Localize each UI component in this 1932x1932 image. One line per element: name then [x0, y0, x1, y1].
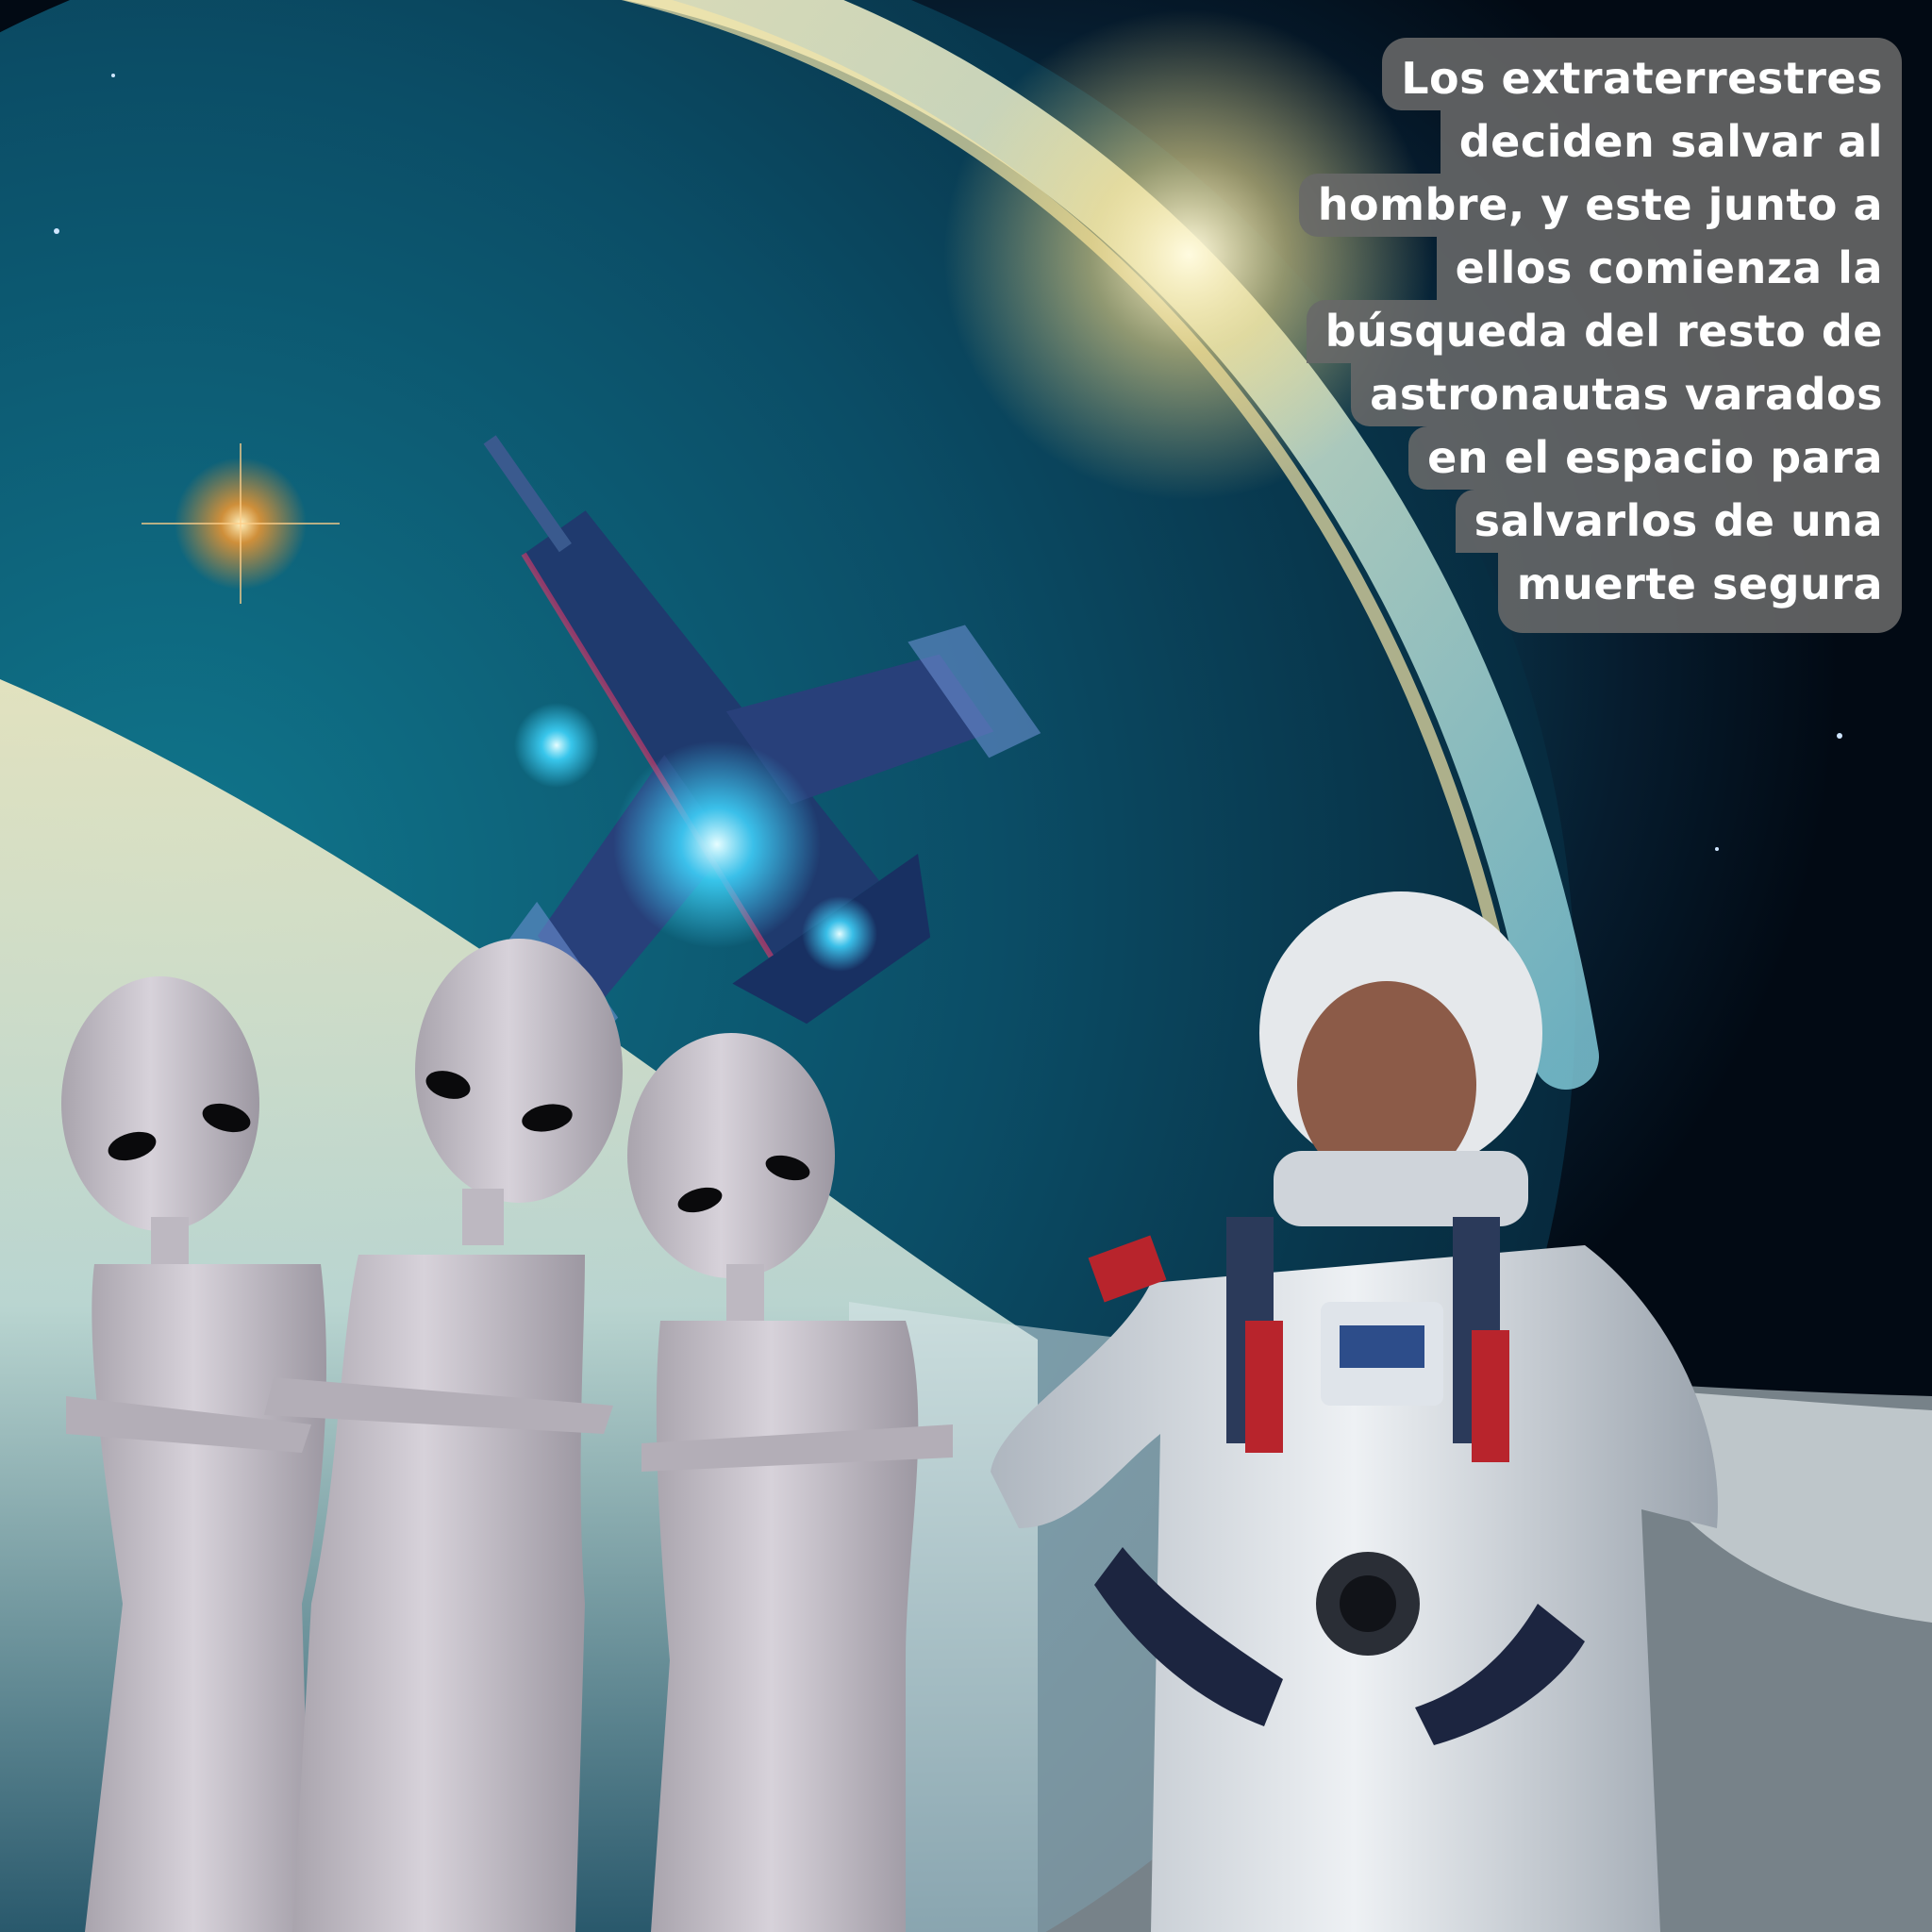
caption-line: en el espacio para [1408, 426, 1902, 490]
caption-line: muerte segura [1498, 553, 1902, 633]
caption-line: ellos comienza la [1437, 237, 1902, 300]
caption-line: Los extraterrestres [1382, 38, 1902, 110]
caption-line: astronautas varados [1351, 363, 1902, 426]
caption-line: búsqueda del resto de [1307, 300, 1902, 363]
caption-line: salvarlos de una [1456, 490, 1902, 553]
story-caption [1317, 38, 1902, 633]
engine-glow [613, 741, 821, 948]
caption-line: deciden salvar al [1441, 110, 1902, 174]
caption-line: hombre, y este junto a [1299, 174, 1902, 237]
